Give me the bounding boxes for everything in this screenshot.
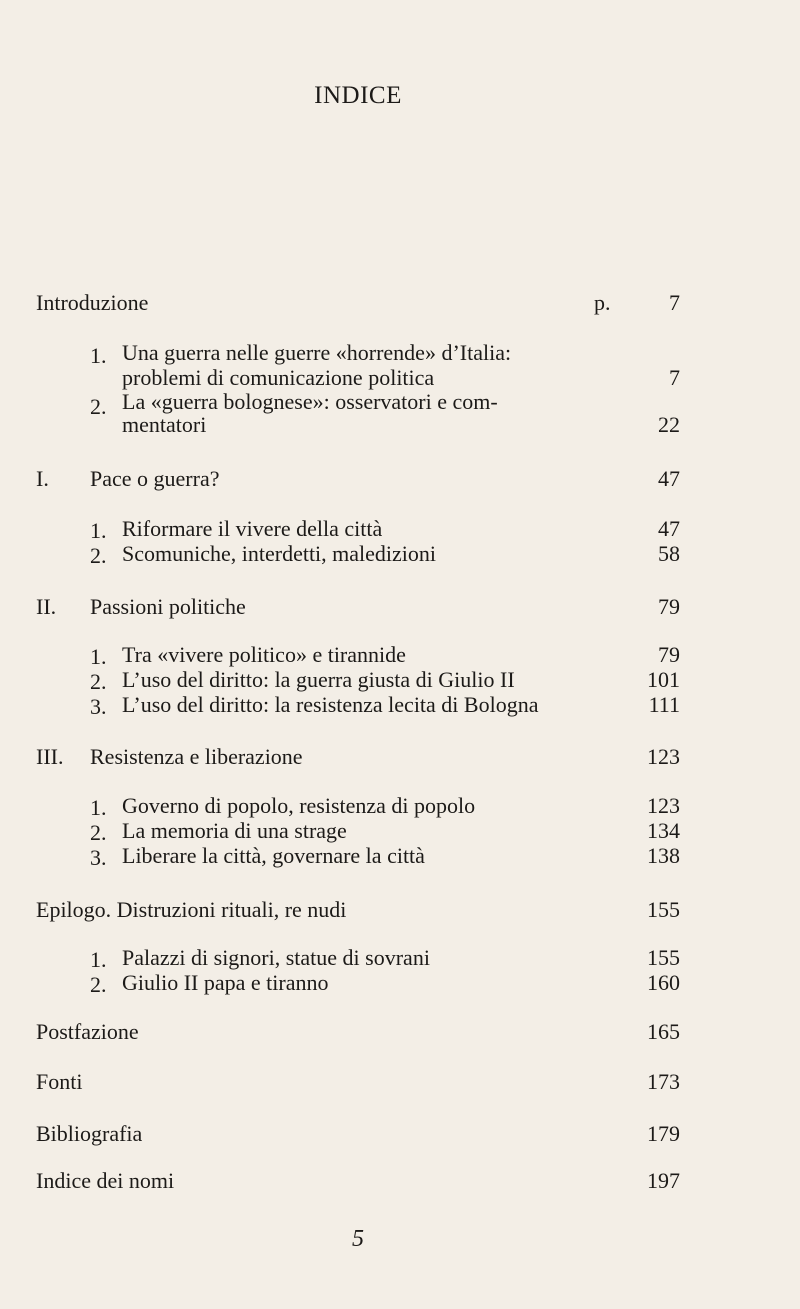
intro-item-2-num: 2. [90,394,107,419]
epilogue-item-2-page: 160 [647,970,680,995]
intro-item-2-line1: La «guerra bolognese»: osservatori e com- [122,389,498,414]
page-number: 5 [352,1226,364,1252]
intro-item-1-page: 7 [669,365,680,390]
chapter-3-page: 123 [647,744,680,769]
chapter-3-item-3-page: 138 [647,843,680,868]
intro-item-2-page: 22 [658,412,680,437]
chapter-1-page: 47 [658,466,680,491]
chapter-2-item-2-title: L’uso del diritto: la guerra giusta di Giulio II [122,667,515,692]
chapter-1-item-2-title: Scomuniche, interdetti, maledizioni [122,541,437,566]
chapter-1-title: Pace o guerra? [90,466,220,491]
postfazione-title: Postfazione [36,1019,139,1044]
chapter-2-item-1-title: Tra «vivere politico» e tirannide [122,642,406,667]
chapter-2-num: II. [36,594,57,619]
chapter-2-item-2-page: 101 [647,667,680,692]
chapter-3-item-1-page: 123 [647,793,680,818]
intro-item-1-line1: Una guerra nelle guerre «horrende» d’Italia: [122,340,512,365]
epilogue-item-1-title: Palazzi di signori, statue di sovrani [122,945,430,970]
epilogue-item-2-num: 2. [90,972,107,997]
chapter-2-item-3-title: L’uso del diritto: la resistenza lecita di Bologna [122,692,539,717]
intro-item-2-line2: mentatori [122,412,207,437]
intro-page: 7 [669,290,680,315]
page-marker: p. [594,290,611,315]
postfazione-page: 165 [647,1019,680,1044]
page-title: INDICE [314,82,402,109]
chapter-2-title: Passioni politiche [90,594,246,619]
intro-title: Introduzione [36,290,149,315]
chapter-3-item-3-num: 3. [90,845,107,870]
fonti-page: 173 [647,1069,680,1094]
epilogue-title: Epilogo. Distruzioni rituali, re nudi [36,897,347,922]
intro-item-1-line2: problemi di comunicazione politica [122,365,435,390]
chapter-3-item-1-num: 1. [90,795,107,820]
chapter-3-item-2-title: La memoria di una strage [122,818,347,843]
chapter-3-item-2-page: 134 [647,818,680,843]
chapter-2-item-3-num: 3. [90,694,107,719]
bibliografia-title: Bibliografia [36,1121,143,1146]
fonti-title: Fonti [36,1069,83,1094]
chapter-3-title: Resistenza e liberazione [90,744,303,769]
chapter-3-num: III. [36,744,64,769]
indice-nomi-page: 197 [647,1168,680,1193]
chapter-1-item-1-num: 1. [90,518,107,543]
chapter-2-item-1-page: 79 [658,642,680,667]
chapter-2-item-3-page: 111 [648,692,680,717]
chapter-1-item-2-num: 2. [90,543,107,568]
indice-nomi-title: Indice dei nomi [36,1168,175,1193]
chapter-1-item-1-page: 47 [658,516,680,541]
chapter-1-item-1-title: Riformare il vivere della città [122,516,383,541]
chapter-2-item-1-num: 1. [90,644,107,669]
chapter-3-item-2-num: 2. [90,820,107,845]
chapter-3-item-1-title: Governo di popolo, resistenza di popolo [122,793,476,818]
chapter-3-item-3-title: Liberare la città, governare la città [122,843,425,868]
chapter-2-page: 79 [658,594,680,619]
epilogue-item-1-num: 1. [90,947,107,972]
intro-item-1-num: 1. [90,343,107,368]
chapter-1-num: I. [36,466,49,491]
bibliografia-page: 179 [647,1121,680,1146]
epilogue-item-2-title: Giulio II papa e tiranno [122,970,329,995]
epilogue-item-1-page: 155 [647,945,680,970]
chapter-1-item-2-page: 58 [658,541,680,566]
chapter-2-item-2-num: 2. [90,669,107,694]
epilogue-page: 155 [647,897,680,922]
